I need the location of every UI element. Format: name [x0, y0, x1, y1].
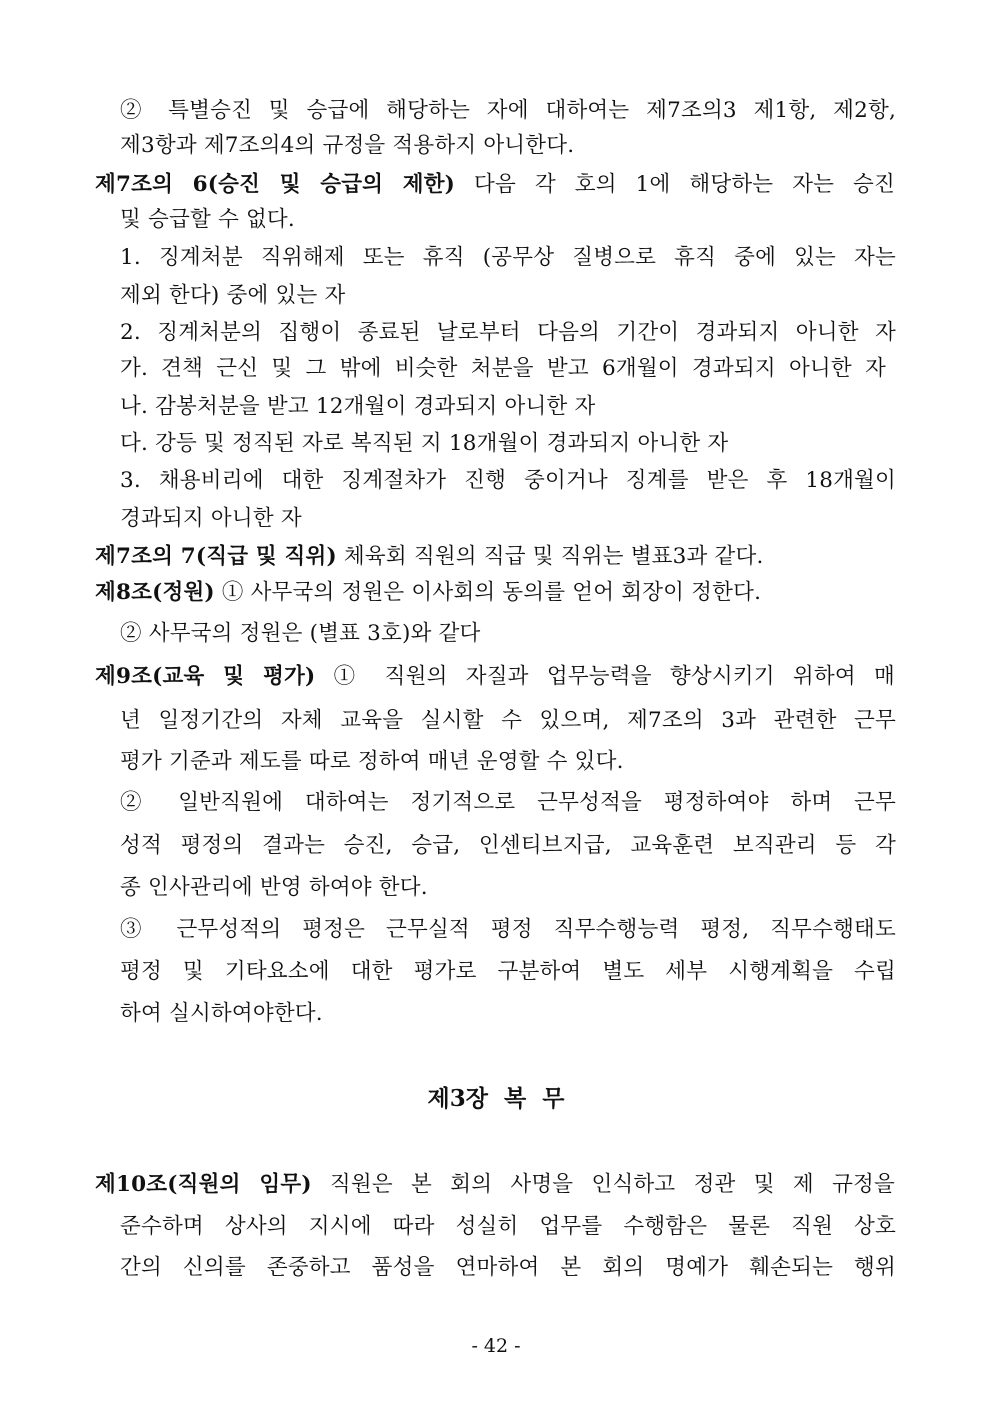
text-line: [120, 747, 896, 777]
line-text: 간의 신의를 존중하고 품성을 연마하여 본 회의 명예가 훼손되는 행위: [120, 1255, 896, 1280]
text-line: [120, 429, 896, 459]
line-text: 체육회 직원의 직급 및 직위는 별표3과 같다.: [336, 544, 764, 569]
page-number: - 42 -: [471, 1335, 521, 1357]
article-heading-line: [95, 662, 895, 692]
chapter-heading: 제3장 복 무: [427, 1085, 565, 1112]
line-text: 종 인사관리에 반영 하여야 한다.: [120, 875, 428, 900]
text-line: [120, 831, 896, 861]
text-line: [120, 318, 896, 348]
article-title: 제7조의 7(직급 및 직위): [95, 544, 337, 569]
text-line: [120, 999, 896, 1029]
text-line: [120, 354, 886, 384]
text-line: [120, 706, 896, 736]
line-text: 제3항과 제7조의4의 규정을 적용하지 아니한다.: [120, 133, 575, 158]
article-heading-line: [95, 578, 895, 608]
line-text: 다. 강등 및 정직된 자로 복직된 지 18개월이 경과되지 아니한 자: [120, 431, 729, 456]
line-text: 년 일정기간의 자체 교육을 실시할 수 있으며, 제7조의 3과 관련한 근무: [120, 708, 896, 733]
article-title: 제8조(정원): [95, 580, 215, 605]
text-line: [120, 466, 896, 496]
line-text: ③ 근무성적의 평정은 근무실적 평정 직무수행능력 평정, 직무수행태도: [120, 917, 896, 942]
text-line: [120, 96, 896, 126]
line-text: ② 특별승진 및 승급에 해당하는 자에 대하여는 제7조의3 제1항, 제2항,: [120, 98, 896, 123]
text-line: [120, 788, 896, 818]
text-line: [120, 392, 896, 422]
line-text: ① 직원의 자질과 업무능력을 향상시키기 위하여 매: [315, 664, 895, 689]
line-text: 성적 평정의 결과는 승진, 승급, 인센티브지급, 교육훈련 보직관리 등 각: [120, 833, 896, 858]
article-title: 제9조(교육 및 평가): [95, 664, 316, 689]
text-line: [120, 243, 896, 273]
article-heading-line: [95, 170, 895, 200]
line-text: 3. 채용비리에 대한 징계절차가 진행 중이거나 징계를 받은 후 18개월이: [120, 468, 896, 493]
line-text: 평가 기준과 제도를 따로 정하여 매년 운영할 수 있다.: [120, 749, 624, 774]
line-text: 가. 견책 근신 및 그 밖에 비슷한 처분을 받고 6개월이 경과되지 아니한 자: [120, 356, 886, 381]
text-line: [120, 873, 896, 903]
article-heading-line: [95, 1170, 895, 1200]
text-line: [120, 957, 896, 987]
line-text: ① 사무국의 정원은 이사회의 동의를 얻어 회장이 정한다.: [214, 580, 762, 605]
article-title: 제7조의 6(승진 및 승급의 제한): [95, 172, 456, 197]
text-line: [120, 1253, 896, 1283]
text-line: [120, 619, 896, 649]
text-line: [120, 915, 896, 945]
text-line: [120, 131, 896, 161]
text-line: [120, 281, 896, 311]
text-line: [120, 205, 896, 235]
line-text: 평정 및 기타요소에 대한 평가로 구분하여 별도 세부 시행계획을 수립: [120, 959, 896, 984]
line-text: 및 승급할 수 없다.: [120, 207, 295, 232]
line-text: 나. 감봉처분을 받고 12개월이 경과되지 아니한 자: [120, 394, 596, 419]
line-text: 하여 실시하여야한다.: [120, 1001, 323, 1026]
line-text: 직원은 본 회의 사명을 인식하고 정관 및 제 규정을: [311, 1172, 895, 1197]
line-text: ② 일반직원에 대하여는 정기적으로 근무성적을 평정하여야 하며 근무: [120, 790, 896, 815]
line-text: 제외 한다) 중에 있는 자: [120, 283, 346, 308]
line-text: 1. 징계처분 직위해제 또는 휴직 (공무상 질병으로 휴직 중에 있는 자는: [120, 245, 896, 270]
line-text: 다음 각 호의 1에 해당하는 자는 승진: [455, 172, 895, 197]
article-heading-line: [95, 542, 895, 572]
line-text: 준수하며 상사의 지시에 따라 성실히 업무를 수행함은 물론 직원 상호: [120, 1214, 896, 1239]
line-text: ② 사무국의 정원은 (별표 3호)와 같다: [120, 621, 481, 646]
text-line: [120, 504, 896, 534]
text-line: [120, 1212, 896, 1242]
article-title: 제10조(직원의 임무): [95, 1172, 312, 1197]
line-text: 경과되지 아니한 자: [120, 506, 302, 531]
line-text: 2. 징계처분의 집행이 종료된 날로부터 다음의 기간이 경과되지 아니한 자: [120, 320, 896, 345]
